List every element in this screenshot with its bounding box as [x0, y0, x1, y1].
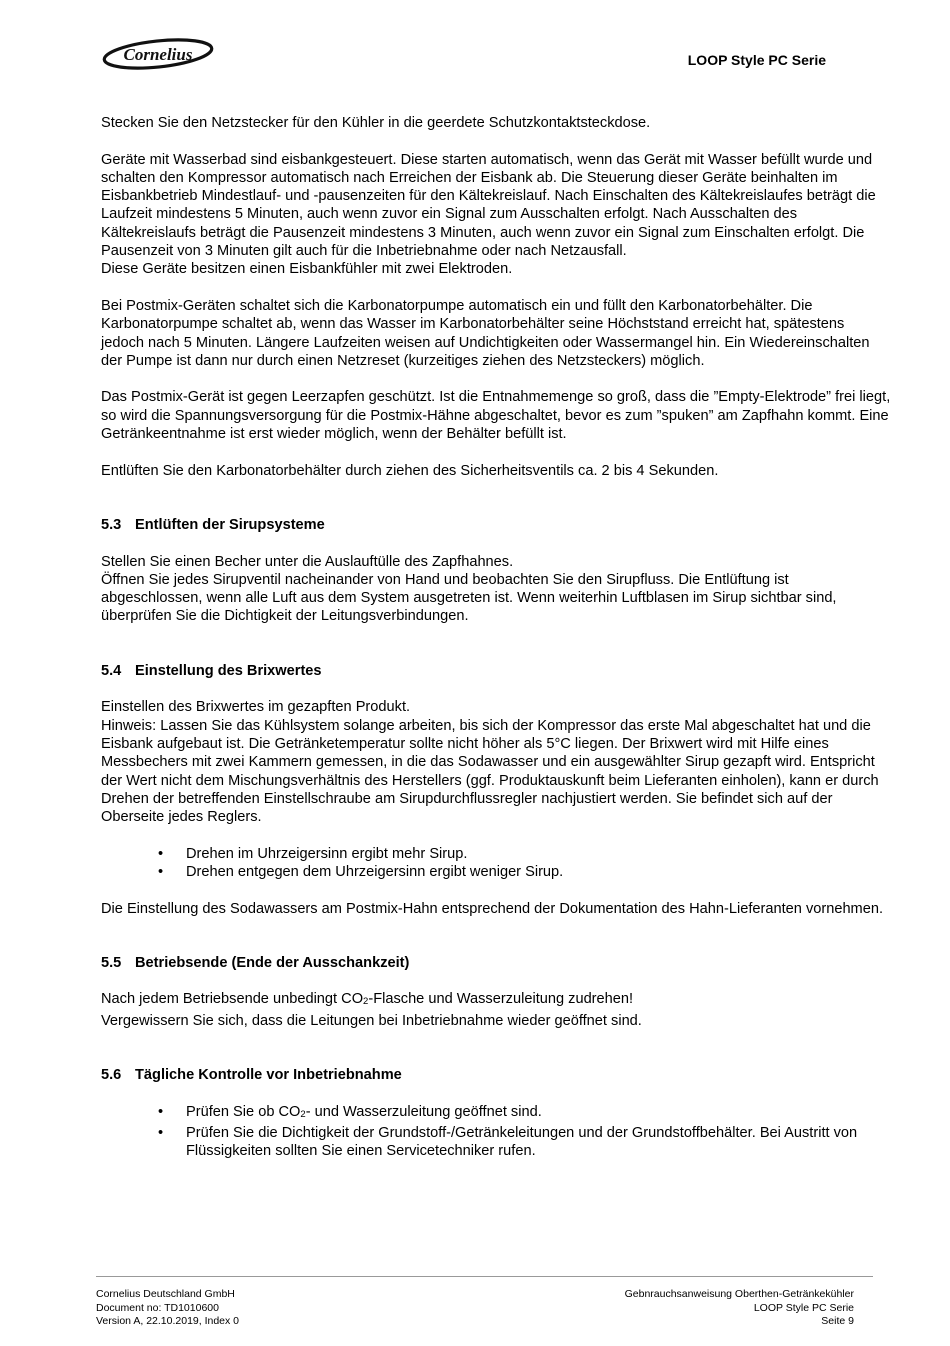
- header-title: LOOP Style PC Serie: [687, 52, 826, 68]
- paragraph: Nach jedem Betriebsende unbedingt $CO_2$-Flasche und Wasserzuleitung zudrehen!: [101, 991, 634, 1008]
- bullet-list: [101, 1103, 891, 1161]
- paragraph: Hinweis: Lassen Sie das Kühlsystem solange arbeiten, bis sich der Kompressor das erste Mal abgeschaltet hat und die Eisbank aufgebaut ist. Die Getränketemperatur sollte nicht höher als 5°C liegen. Der Brixwert wird mit Hilfe eines Messbechers mit zwei Kammern gemessen, in die das Sodawasser und ein ausgewählter Sirup gezapft wird. Entspricht der Wert nicht dem Mischungsverhältnis des Herstellers (ggf. Produktauskunft beim Lieferanten einholen), kann er durch Drehen der betreffenden Einstellschraube am Sirupdurchflussregler nachjustiert werden. Sie befindet sich auf der Oberseite jedes Reglers.: [101, 717, 879, 826]
- footer-version: Version A, 22.10.2019, Index 0: [96, 1315, 240, 1327]
- section-5-3: [101, 516, 891, 626]
- footer-company: Cornelius Deutschland GmbH: [96, 1288, 235, 1300]
- footer-right: [520, 1288, 854, 1329]
- section-heading: 5.4 Einstellung des Brixwertes: [101, 662, 322, 679]
- list-item: • Drehen entgegen dem Uhrzeigersinn ergibt weniger Sirup.: [186, 863, 891, 881]
- paragraph: Einstellen des Brixwertes im gezapften Produkt.: [101, 699, 411, 716]
- paragraph: Stecken Sie den Netzstecker für den Kühler in die geerdete Schutzkontaktsteckdose.: [101, 115, 651, 131]
- bullet-list: [101, 845, 891, 882]
- cornelius-logo: [100, 36, 216, 72]
- page-content: [101, 114, 891, 1179]
- section-5-5: [101, 954, 891, 1030]
- footer-divider: [96, 1276, 873, 1277]
- list-item: • Prüfen Sie ob $CO_2-$ und Wasserzuleitung geöffnet sind.: [186, 1103, 891, 1124]
- section-heading: 5.6 Tägliche Kontrolle vor Inbetriebnahme: [101, 1067, 402, 1084]
- paragraph: Bei Postmix-Geräten schaltet sich die Karbonatorpumpe automatisch ein und füllt den Karbonatorbehälter. Die Karbonatorpumpe schaltet ab, wenn das Wasser im Karbonatorbehälter seine Höchststand erreicht hat, spätestens jedoch nach 5 Minuten. Längere Laufzeiten weisen auf Undichtigkeiten oder Wassermangel hin. Ein Wiedereinschalten der Pumpe ist dann nur durch einen Netzreset (kurzeitiges ziehen des Netzsteckers) möglich.: [101, 297, 870, 369]
- paragraph: Diese Geräte besitzen einen Eisbankfühler mit zwei Elektroden.: [101, 261, 513, 278]
- paragraph: Stellen Sie einen Becher unter die Auslauftülle des Zapfhahnes.: [101, 553, 514, 570]
- footer-series: LOOP Style PC Serie: [753, 1301, 854, 1314]
- paragraph: Öffnen Sie jedes Sirupventil nacheinander von Hand und beobachten Sie den Sirupfluss. Die Entlüftung ist abgeschlossen, wenn alle Luft aus dem System ausgetreten ist. Wenn weiterhin Luftblasen im Sirup sichtbar sind, überprüfen Sie die Dichtigkeit der Leitungsverbindungen.: [101, 571, 837, 625]
- svg-text:Cornelius: Cornelius: [123, 45, 193, 64]
- section-5-6: [101, 1066, 891, 1160]
- footer-doc-title: Gebnrauchsanweisung Oberthen-Getränkekühler: [624, 1288, 854, 1300]
- paragraph: Das Postmix-Gerät ist gegen Leerzapfen geschützt. Ist die Entnahmemenge so groß, dass die ”Empty-Elektrode” frei liegt, so wird die Spannungsversorgung für die Postmix-Hähne abgeschaltet, bevor es zum ”spuken” am Zapfhahn kommt. Eine Getränkeentnahme ist erst wieder möglich, wenn der Behälter befüllt ist.: [101, 389, 891, 443]
- paragraph: Geräte mit Wasserbad sind eisbankgesteuert. Diese starten automatisch, wenn das Gerät mit Wasser befüllt wurde und schalten den Kompressor automatisch nach Erreichen der Eisbank ab. Die Steuerung dieser Geräte beinhalten im Eisbankbetrieb Mindestlauf- und -pausenzeiten für den Kältekreislauf. Nach Einschalten des Kältekreislaufes beträgt die Laufzeit mindestens 5 Minuten, auch wenn zuvor ein Signal zum Ausschalten erfolgt. Nach Ausschalten des Kältekreislaufs beträgt die Pausenzeit mindestens 3 Minuten, auch wenn zuvor ein Signal zum Einschalten erfolgt. Die Pausenzeit von 3 Minuten gilt auch für die Inbetriebnahme oder nach Netzausfall.: [101, 151, 876, 260]
- list-item: • Prüfen Sie die Dichtigkeit der Grundstoff-/Getränkeleitungen und der Grundstoffbehälter. Bei Austritt von Flüssigkeiten sollten Sie einen Servicetechniker rufen.: [186, 1124, 891, 1161]
- footer-document-no: Document no: TD1010600: [96, 1301, 219, 1314]
- section-heading: 5.5 Betriebsende (Ende der Ausschankzeit): [101, 954, 410, 971]
- footer-left: [96, 1288, 239, 1329]
- footer-page-number: Seite 9: [821, 1315, 854, 1327]
- paragraph: Vergewissern Sie sich, dass die Leitungen bei Inbetriebnahme wieder geöffnet sind.: [101, 1012, 642, 1029]
- section-heading: 5.3 Entlüften der Sirupsysteme: [101, 516, 325, 533]
- paragraph: Die Einstellung des Sodawassers am Postmix-Hahn entsprechend der Dokumentation des Hahn-Lieferanten vornehmen.: [101, 900, 884, 917]
- list-item: • Drehen im Uhrzeigersinn ergibt mehr Sirup.: [186, 845, 891, 863]
- paragraph: Entlüften Sie den Karbonatorbehälter durch ziehen des Sicherheitsventils ca. 2 bis 4 Sekunden.: [101, 462, 719, 479]
- section-5-4: [101, 662, 891, 918]
